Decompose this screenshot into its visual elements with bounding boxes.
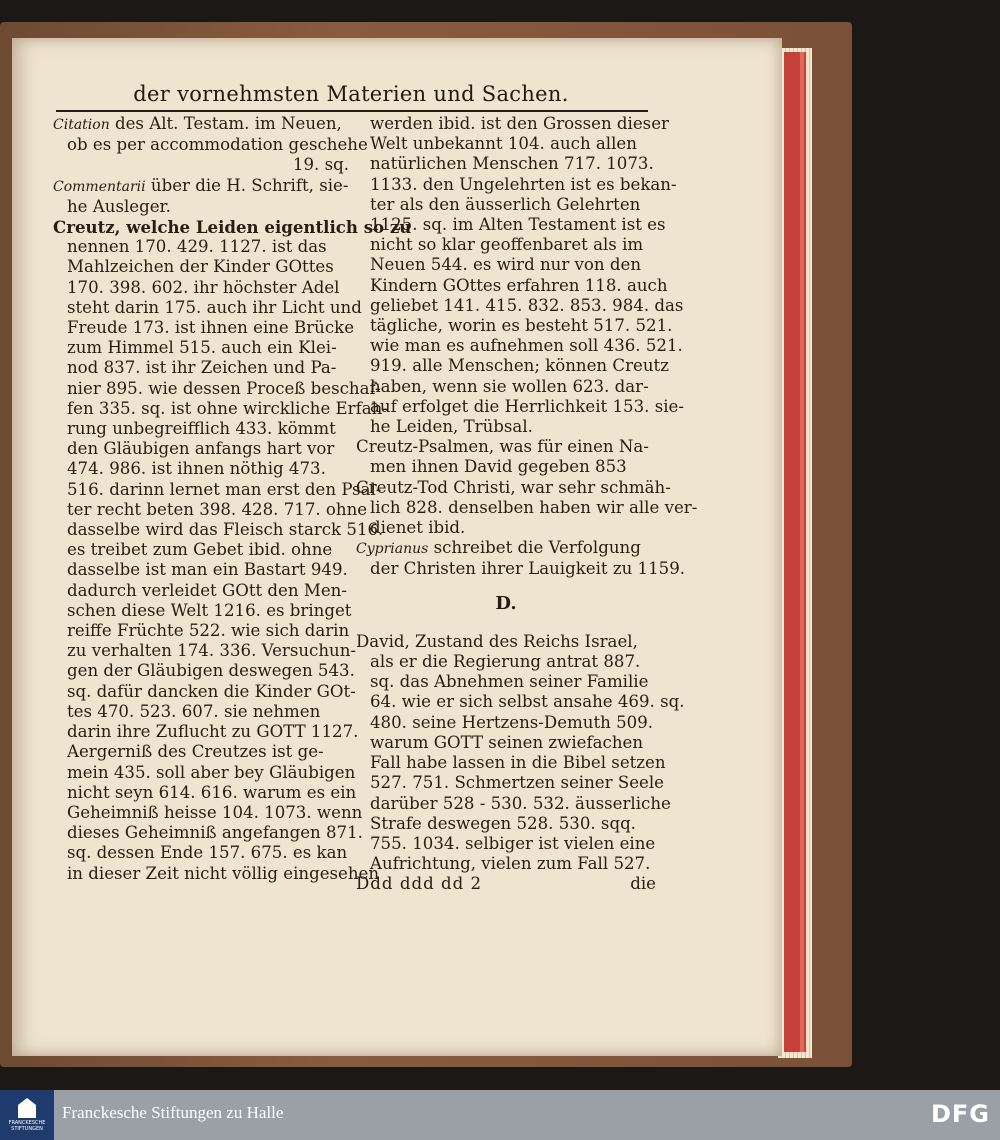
text-line: men ihnen David gegeben 853	[370, 457, 627, 477]
text-line: nod 837. ist ihr Zeichen und Pa-	[67, 358, 337, 378]
text-line: tägliche, worin es besteht 517. 521.	[370, 316, 673, 336]
text-line: geliebet 141. 415. 832. 853. 984. das	[370, 295, 684, 315]
text-line: schen diese Welt 1216. es bringet	[67, 600, 352, 620]
text-line: dasselbe wird das Fleisch starck 516.	[67, 520, 384, 540]
text-line: nicht seyn 614. 616. warum es ein	[67, 782, 357, 802]
text-line: wie man es aufnehmen soll 436. 521.	[370, 336, 683, 356]
text-line: mein 435. soll aber bey Gläubigen	[67, 762, 356, 782]
logo-caption: FRANCKESCHE STIFTUNGEN	[8, 1120, 46, 1132]
text-line: sq. das Abnehmen seiner Familie	[370, 672, 649, 692]
text-line: 1125. sq. im Alten Testament ist es	[370, 215, 666, 235]
text-line: in dieser Zeit nicht völlig eingesehen	[67, 863, 380, 883]
text-line: Creutz-Tod Christi, war sehr schmäh-	[356, 477, 671, 497]
header-rule	[56, 110, 648, 112]
text-line: ob es per accommodation geschehe	[67, 135, 368, 155]
text-line: auf erfolget die Herrlichkeit 153. sie-	[370, 396, 684, 416]
text-line: sq. dafür dancken die Kinder GOt-	[67, 681, 356, 701]
right-column-lower	[356, 631, 685, 874]
text-line: he Leiden, Trübsal.	[370, 417, 533, 437]
text-line: Welt unbekannt 104. auch allen	[370, 134, 637, 154]
signature-mark: Ddd ddd dd 2	[356, 874, 483, 894]
text-line: Aergerniß des Creutzes ist ge-	[67, 742, 324, 762]
text-line: natürlichen Menschen 717. 1073.	[370, 154, 654, 174]
text-line: 919. alle Menschen; können Creutz	[370, 356, 669, 376]
text-line: 527. 751. Schmertzen seiner Seele	[370, 773, 664, 793]
text-line: he Ausleger.	[67, 196, 171, 216]
text-line: Fall habe lassen in die Bibel setzen	[370, 753, 666, 773]
text-line: nennen 170. 429. 1127. ist das	[67, 237, 327, 257]
text-line: als er die Regierung antrat 887.	[370, 652, 641, 672]
text-line: 516. darinn lernet man erst den Psal-	[67, 479, 382, 499]
text-line: Creutz, welche Leiden eigentlich so zu	[53, 217, 412, 238]
text-line: dieses Geheimniß angefangen 871.	[67, 823, 363, 843]
text-line: den Gläubigen anfangs hart vor	[67, 439, 335, 459]
text-line: Citation des Alt. Testam. im Neuen,	[53, 114, 342, 133]
dfg-logo[interactable]: DFG	[930, 1100, 990, 1128]
text-line: Neuen 544. es wird nur von den	[370, 255, 642, 275]
text-line: Strafe deswegen 528. 530. sqq.	[370, 813, 636, 833]
institution-name[interactable]: Franckesche Stiftungen zu Halle	[62, 1103, 284, 1122]
running-head: der vornehmsten Materien und Sachen.	[133, 82, 569, 106]
red-page-edge-highlight	[800, 52, 804, 1052]
text-line: nier 895. wie dessen Proceß beschaf-	[67, 378, 381, 398]
left-column	[53, 114, 412, 884]
right-column	[356, 114, 698, 895]
text-line: gen der Gläubigen deswegen 543.	[67, 661, 355, 681]
text-line: Commentarii über die H. Schrift, sie-	[53, 175, 349, 195]
text-line: zum Himmel 515. auch ein Klei-	[67, 338, 337, 358]
right-column-upper	[356, 114, 698, 580]
text-line: ter recht beten 398. 428. 717. ohne	[67, 499, 368, 519]
text-line: nicht so klar geoffenbaret als im	[370, 235, 644, 255]
text-line: Kindern GOttes erfahren 118. auch	[370, 275, 668, 295]
text-line: dienet ibid.	[370, 518, 466, 538]
text-line: sq. dessen Ende 157. 675. es kan	[67, 843, 348, 863]
text-line: 1133. den Ungelehrten ist es bekan-	[370, 174, 677, 194]
text-line: Freude 173. ist ihnen eine Brücke	[67, 318, 355, 338]
text-line: 474. 986. ist ihnen nöthig 473.	[67, 459, 326, 479]
building-icon	[18, 1098, 36, 1118]
text-line: steht darin 175. auch ihr Licht und	[67, 297, 362, 317]
text-line: 64. wie er sich selbst ansahe 469. sq.	[370, 692, 685, 712]
text-line: reiffe Früchte 522. wie sich darin	[67, 621, 350, 641]
text-line: 755. 1034. selbiger ist vielen eine	[370, 833, 656, 853]
text-line: rung unbegreifflich 433. kömmt	[67, 419, 336, 439]
text-line: fen 335. sq. ist ohne wirckliche Erfah-	[67, 398, 388, 418]
text-line: 170. 398. 602. ihr höchster Adel	[67, 277, 340, 297]
text-line: David, Zustand des Reichs Israel,	[356, 631, 638, 651]
text-line: Aufrichtung, vielen zum Fall 527.	[370, 854, 651, 874]
franckesche-logo[interactable]	[0, 1090, 54, 1140]
text-line: dasselbe ist man ein Bastart 949.	[67, 560, 348, 580]
text-line: Mahlzeichen der Kinder GOttes	[67, 257, 334, 277]
text-line: tes 470. 523. 607. sie nehmen	[67, 701, 321, 721]
section-letter: D.	[495, 592, 517, 614]
text-line: 19. sq.	[292, 155, 349, 175]
text-line: es treibet zum Gebet ibid. ohne	[67, 540, 333, 560]
text-line: ter als den äusserlich Gelehrten	[370, 194, 641, 214]
text-line: haben, wenn sie wollen 623. dar-	[370, 376, 649, 396]
text-line: warum GOTT seinen zwiefachen	[370, 732, 644, 752]
text-line: darin ihre Zuflucht zu GOTT 1127.	[67, 722, 359, 742]
text-line: werden ibid. ist den Grossen dieser	[370, 114, 669, 133]
text-line: der Christen ihrer Lauigkeit zu 1159.	[370, 559, 686, 579]
page-footer-line	[356, 874, 656, 894]
text-line: 480. seine Hertzens-Demuth 509.	[370, 712, 654, 732]
text-line: Geheimniß heisse 104. 1073. wenn	[67, 802, 363, 822]
text-line: zu verhalten 174. 336. Versuchun-	[67, 641, 356, 661]
text-line: Cyprianus schreibet die Verfolgung	[356, 538, 641, 558]
text-line: dadurch verleidet GOtt den Men-	[67, 580, 347, 600]
text-line: Creutz-Psalmen, was für einen Na-	[356, 437, 649, 457]
text-line: lich 828. denselben haben wir alle ver-	[370, 497, 698, 517]
catchword: die	[630, 874, 656, 894]
text-line: darüber 528 - 530. 532. äusserliche	[370, 793, 671, 813]
viewer-footer-bar	[0, 1090, 1000, 1140]
